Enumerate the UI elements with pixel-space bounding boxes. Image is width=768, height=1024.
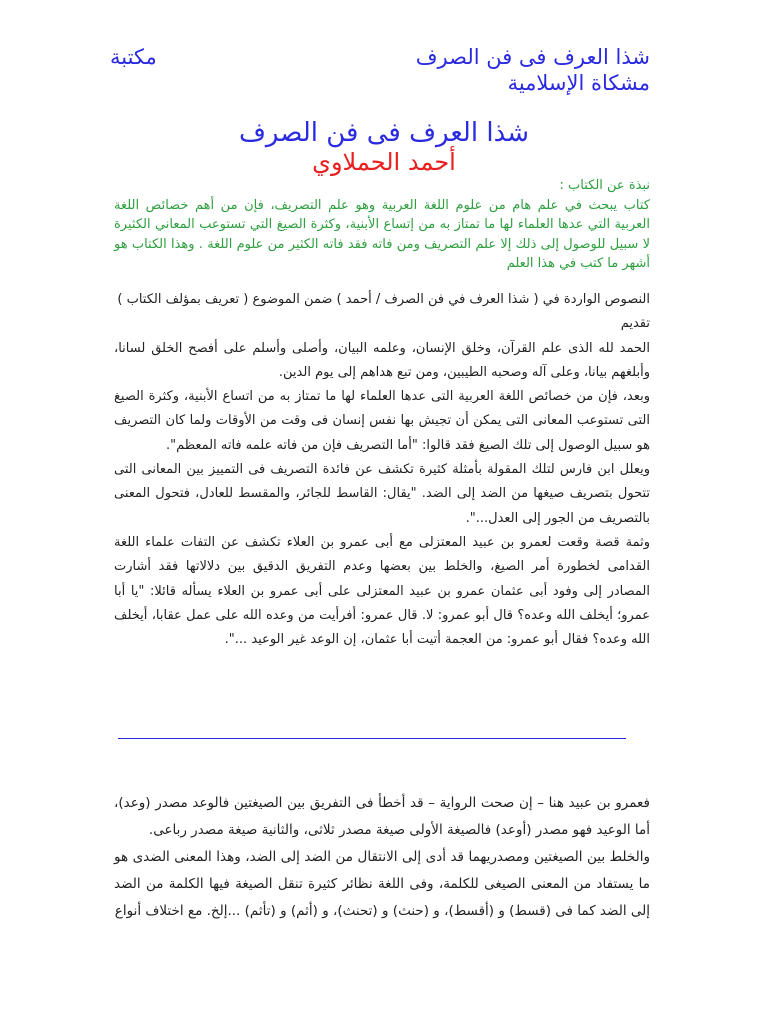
content-paragraph: ويعلل ابن فارس لتلك المقولة بأمثلة كثيرة تكشف عن فائدة التصريف فى التمييز بين المعانى التى تتحول بتصريف صيغها من الضد إلى الضد. "يقال: القاسط للجائر، والمقسط للعادل، فتحول المعنى بالتصريف من الجور إلى العدل...". xyxy=(114,462,650,526)
main-content xyxy=(114,288,650,652)
footnote-paragraph: فعمرو بن عبيد هنا – إن صحت الرواية – قد أخطأ فى التفريق بين الصيغتين فالوعد مصدر (وعد)، أما الوعيد فهو مصدر (أوعد) فالصيغة الأولى صيغة مصدر ثلاثى، والثانية صيغة مصدر رباعى. xyxy=(114,795,650,838)
content-paragraph: وبعد، فإن من خصائص اللغة العربية التى عدها العلماء لها ما تمتاز به من اتساع الأبنية، وكثرة الصيغ التى تستوعب المعانى التى يمكن أن تجيش بها نفس إنسان فى وقت من الأوقات ولما كان التصريف هو سبيل الوصول إلى تلك الصيغ فقد قالوا: "أما التصريف فإن من فاته علمه فاته المعظم". xyxy=(114,389,650,453)
footnote-divider xyxy=(118,738,626,739)
content-paragraph: النصوص الواردة في ( شذا العرف في فن الصرف / أحمد ) ضمن الموضوع ( تعريف بمؤلف الكتاب ) xyxy=(117,292,650,307)
book-title: شذا العرف فى فن الصرف xyxy=(238,118,529,148)
header-title-line xyxy=(110,44,650,70)
book-author: أحمد الحملاوي xyxy=(312,148,456,176)
book-summary-text: كتاب يبحث في علم هام من علوم اللغة العربية وهو علم التصريف، فإن من أهم خصائص اللغة العربية التي عدها العلماء لها ما تمتاز به من إتساع الأبنية، وكثرة الصيغ التي تستوعب المعاني الكثيرة لا سبيل للوصول إلى ذلك إلا علم التصريف ومن فاته فقد فاته الكثير من علوم اللغة . وهذا الكتاب هو أشهر ما كتب في هذا العلم xyxy=(114,197,650,271)
book-summary-label: نبذة عن الكتاب : xyxy=(559,178,650,193)
header-book-title: شذا العرف فى فن الصرف xyxy=(415,45,650,69)
header-library-name: مشكاة الإسلامية xyxy=(507,71,650,95)
footnote-content xyxy=(114,790,650,925)
content-paragraph: الحمد لله الذى علم القرآن، وخلق الإنسان، وعلمه البيان، وأصلى وأسلم على أفصح الخلق لسانا، وأبلغهم بيانا، وعلى آله وصحبه الطيبين، ومن تبع هداهم إلى يوم الدين. xyxy=(114,340,650,380)
content-paragraph: وثمة قصة وقعت لعمرو بن عبيد المعتزلى مع أبى عمرو بن العلاء تكشف عن التفات علماء اللغة القدامى لخطورة أمر الصيغ، والخلط بين بعضها وعدم التفريق الدقيق بين دلالاتها فقد أشارت المصادر إلى وفود أبى عثمان عمرو بن عبيد المعتزلى على أبى عمرو بن العلاء يسأله قائلا: "يا أبا عمرو؛ أيخلف الله وعده؟ قال أبو عمرو: لا. قال عمرو: أفرأيت من وعده الله على عمل عقابا، أيخلف الله وعده؟ فقال أبو عمرو: من العجمة أتيت أبا عثمان، إن الوعد غير الوعيد ...". xyxy=(114,534,650,648)
book-summary xyxy=(114,176,650,274)
footnote-paragraph: والخلط بين الصيغتين ومصدريهما قد أدى إلى الانتقال من الضد إلى الضد، وهذا المعنى الضدى هو ما يستفاد من المعنى الصيغى للكلمة، وفى اللغة نظائر كثيرة تنقل الصيغة فيها الكلمة من الضد إلى الضد كما فى (قسط) و (أقسط)، و (حنث) و (تحنث)، و (أثم) و (تأثم) ...إلخ. مع اختلاف أنواع xyxy=(114,849,650,919)
header-library-word: مكتبة xyxy=(110,45,157,69)
content-paragraph: تقديم xyxy=(620,316,650,332)
